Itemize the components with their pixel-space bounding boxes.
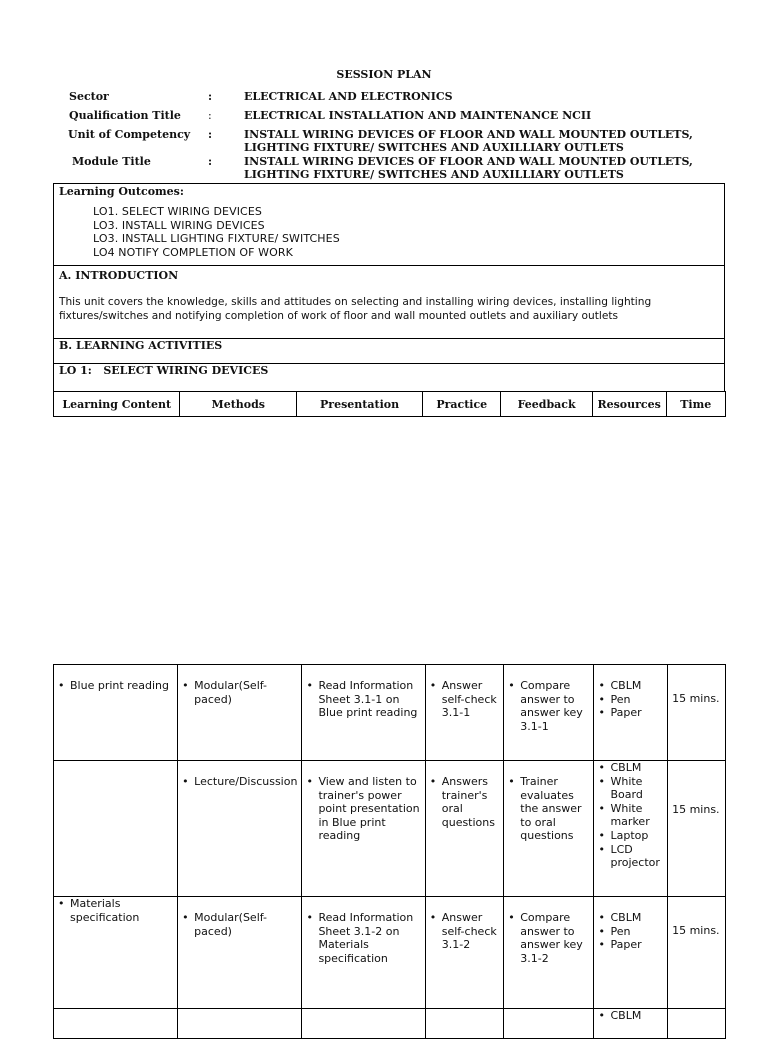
col-presentation: Presentation [297,392,423,417]
feedback-cell [504,665,594,761]
table-row [54,897,726,1009]
presentation-cell [302,761,425,897]
module-value: INSTALL WIRING DEVICES OF FLOOR AND WALL MOUNTED OUTLETS, LIGHTING FIXTURE/ SWITCHES AND AUXILLIARY OUTLETS [244,155,693,181]
practice-item: • Answer self-check 3.1-1 [430,679,500,720]
qualification-label: Qualification Title [69,109,181,122]
time-cell: 15 mins. [668,761,726,897]
learning-outcomes-list [54,205,724,259]
lo-item: LO3. INSTALL LIGHTING FIXTURE/ SWITCHES [93,232,340,245]
resource-item: • Paper [598,938,663,952]
sector-label: Sector [69,90,109,103]
content-item: • Blue print reading [58,679,173,693]
lo-item: LO4 NOTIFY COMPLETION OF WORK [93,245,293,259]
introduction-box [53,265,725,339]
lo1-heading: LO 1: SELECT WIRING DEVICES [59,364,269,377]
resource-item: • Laptop [598,829,663,843]
practice-cell [425,761,504,897]
col-resources: Resources [592,392,666,417]
method-item: • Modular(Self-paced) [182,679,297,706]
page-title: SESSION PLAN [336,68,432,81]
learning-outcomes-heading: Learning Outcomes: [59,185,184,198]
resources-cell [594,665,668,761]
column-header-table [53,391,726,417]
feedback-item: • Trainer evaluates the answer to oral questions [508,775,589,843]
content-item: • Materials specification [58,897,173,924]
unit-colon: : [208,128,213,141]
content-cell [54,897,178,1009]
unit-value: INSTALL WIRING DEVICES OF FLOOR AND WALL MOUNTED OUTLETS, LIGHTING FIXTURE/ SWITCHES AND AUXILLIARY OUTLETS [244,128,693,154]
resource-item: • CBLM [598,761,663,775]
col-time: Time [666,392,725,417]
practice-item: • Answers trainer's oral questions [430,775,500,829]
method-item: • Modular(Self-paced) [182,911,297,938]
method-item: • Lecture/Discussion [182,775,297,789]
presentation-cell [302,665,425,761]
resource-item: • CBLM [598,1009,663,1023]
time-cell: 15 mins. [668,665,726,761]
learning-outcomes-box [53,183,725,266]
sector-colon: : [208,90,213,103]
col-practice: Practice [423,392,501,417]
introduction-heading: A. INTRODUCTION [59,269,179,282]
learning-activities-box [53,338,725,364]
module-label: Module Title [72,155,151,168]
unit-label: Unit of Competency [68,128,191,141]
presentation-item: • View and listen to trainer's power point presentation in Blue print reading [306,775,420,843]
resource-item: • Pen [598,693,663,707]
resource-item: • Paper [598,706,663,720]
presentation-item: • Read Information Sheet 3.1-2 on Materials specification [306,911,420,965]
feedback-cell [504,897,594,1009]
resources-cell [594,761,668,897]
presentation-cell [302,897,425,1009]
resource-item: • Pen [598,925,663,939]
learning-activities-heading: B. LEARNING ACTIVITIES [59,339,223,352]
resource-item: • CBLM [598,911,663,925]
content-cell [54,665,178,761]
lo-item: LO1. SELECT WIRING DEVICES [93,205,262,218]
presentation-item: • Read Information Sheet 3.1-1 on Blue print reading [306,679,420,720]
table-row [54,665,726,761]
col-feedback: Feedback [501,392,592,417]
col-methods: Methods [180,392,297,417]
content-cell [54,761,178,897]
sector-value: ELECTRICAL AND ELECTRONICS [244,90,453,103]
resource-item: • White marker [598,802,663,829]
qualification-value: ELECTRICAL INSTALLATION AND MAINTENANCE NCII [244,109,592,122]
resource-item: • CBLM [598,679,663,693]
qualification-colon: : [208,109,212,122]
practice-cell [425,897,504,1009]
time-cell: 15 mins. [668,897,726,1009]
lo1-box [53,363,725,392]
activities-table [53,664,726,1039]
module-colon: : [208,155,213,168]
resource-item: • White Board [598,775,663,802]
method-cell [178,897,302,1009]
resource-item: • LCD projector [598,843,663,870]
practice-cell [425,665,504,761]
resources-cell [594,897,668,1009]
feedback-item: • Compare answer to answer key 3.1-2 [508,911,589,965]
method-cell [178,665,302,761]
method-cell [178,761,302,897]
col-learning-content: Learning Content [54,392,180,417]
feedback-cell [504,761,594,897]
feedback-item: • Compare answer to answer key 3.1-1 [508,679,589,733]
practice-item: • Answer self-check 3.1-2 [430,911,500,952]
introduction-text: This unit covers the knowledge, skills and attitudes on selecting and installing wiring devices, installing lighting fixtures/switches and notifying completion of work of floor and wall mounted outlets and auxiliary outlets [59,296,652,322]
table-row [54,761,726,897]
lo-item: LO3. INSTALL WIRING DEVICES [93,218,265,232]
